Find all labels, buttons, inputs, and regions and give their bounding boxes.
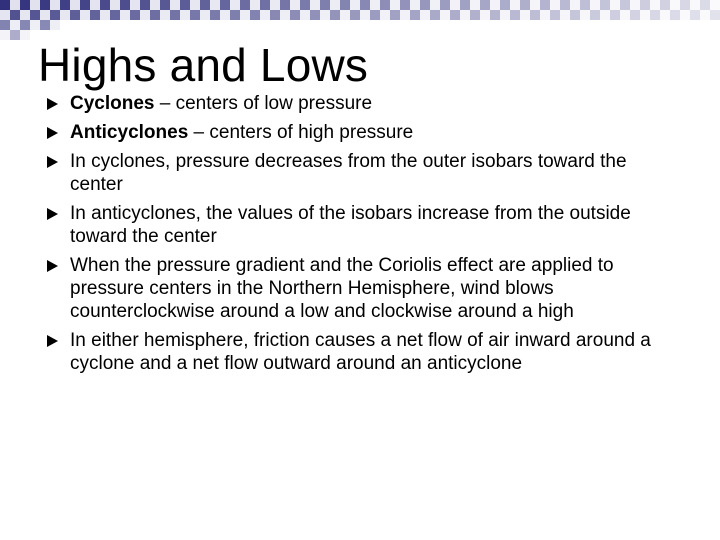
checker-square [490,0,500,10]
checker-square [350,10,360,20]
checker-square [80,10,90,20]
checker-square [450,10,460,20]
checker-square [230,0,240,10]
checker-square [250,0,260,10]
checker-square [10,20,20,30]
checker-square [40,0,50,10]
checker-square [180,10,190,20]
checker-square [600,10,610,20]
checker-square [610,0,620,10]
checker-square [480,10,490,20]
checker-square [400,10,410,20]
bullet-arrow-icon [47,127,58,139]
checker-square [30,20,40,30]
checker-square [640,0,650,10]
checker-square [470,10,480,20]
checker-square [70,0,80,10]
checker-square [630,0,640,10]
checker-square [470,0,480,10]
checker-square [670,0,680,10]
checker-square [110,0,120,10]
checker-square [570,0,580,10]
checker-square [380,10,390,20]
checker-square [120,10,130,20]
checker-square [0,10,10,20]
checker-square [50,20,60,30]
checker-square [240,10,250,20]
bullet-item [44,121,684,144]
checker-square [290,10,300,20]
checker-square [510,0,520,10]
checker-square [260,0,270,10]
checker-square [300,0,310,10]
checker-square [680,10,690,20]
checker-square [440,10,450,20]
bullet-arrow-icon [47,260,58,272]
checker-square [560,10,570,20]
checker-square [90,0,100,10]
checker-square [430,10,440,20]
checker-square [360,0,370,10]
checker-square [100,10,110,20]
checker-square [170,10,180,20]
checker-square [210,10,220,20]
checker-square [190,10,200,20]
checker-square [250,10,260,20]
bullet-term: Cyclones [70,93,155,114]
bullet-text: In either hemisphere, friction causes a net flow of air inward around a cyclone and a net flow outward around an anticyclone [70,330,651,374]
checker-square [500,0,510,10]
checker-square [220,10,230,20]
checker-square [710,0,720,10]
checker-square [660,0,670,10]
checker-square [330,10,340,20]
checker-square [610,10,620,20]
checker-square [430,0,440,10]
checker-square [600,0,610,10]
checker-square [210,0,220,10]
checker-square [690,10,700,20]
checker-square [270,0,280,10]
checker-square [130,10,140,20]
checker-square [0,0,10,10]
checker-square [590,10,600,20]
bullet-arrow-icon [47,156,58,168]
checker-square [130,0,140,10]
checker-square [50,10,60,20]
checker-square [550,10,560,20]
bullet-item [44,202,684,248]
checker-square [150,10,160,20]
checker-square [60,0,70,10]
checker-square [20,30,30,40]
checker-square [410,0,420,10]
checker-square [90,10,100,20]
checker-square [460,0,470,10]
checker-square [280,10,290,20]
checker-square [710,10,720,20]
checker-square [160,0,170,10]
bullet-text: In anticyclones, the values of the isobars increase from the outside toward the center [70,203,631,247]
checker-square [10,30,20,40]
checker-square [560,0,570,10]
bullet-text: In cyclones, pressure decreases from the outer isobars toward the center [70,151,627,195]
checker-square [340,10,350,20]
checker-square [20,10,30,20]
checker-square [200,10,210,20]
checker-square [450,0,460,10]
bullet-list [44,92,684,381]
checker-square [410,10,420,20]
checker-square [670,10,680,20]
checker-square [240,0,250,10]
checker-square [220,0,230,10]
checker-square [530,10,540,20]
checker-square [540,10,550,20]
checker-square [400,0,410,10]
checker-square [260,10,270,20]
checker-square [40,20,50,30]
bullet-item [44,150,684,196]
checker-square [160,10,170,20]
checker-square [700,10,710,20]
checker-square [140,0,150,10]
bullet-text: – centers of low pressure [154,93,373,114]
checker-square [110,10,120,20]
checker-square [270,10,280,20]
bullet-item [44,329,684,375]
checker-square [380,0,390,10]
checker-square [20,0,30,10]
checker-square [200,0,210,10]
checker-square [310,10,320,20]
checker-square [120,0,130,10]
checker-square [170,0,180,10]
checker-square [480,0,490,10]
checker-square [340,0,350,10]
bullet-text: When the pressure gradient and the Coriolis effect are applied to pressure centers in the Northern Hemisphere, wind blows counterclockwise around a low and clockwise around a high [70,255,614,322]
checker-square [620,0,630,10]
checker-square [680,0,690,10]
checker-square [390,0,400,10]
checker-square [140,10,150,20]
checker-square [520,0,530,10]
checker-square [180,0,190,10]
checker-square [650,0,660,10]
bullet-arrow-icon [47,208,58,220]
checker-square [660,10,670,20]
checker-square [530,0,540,10]
checker-square [650,10,660,20]
bullet-arrow-icon [47,98,58,110]
checker-square [0,20,10,30]
slide-title: Highs and Lows [38,39,369,91]
checker-square [80,0,90,10]
checker-square [370,0,380,10]
checker-square [630,10,640,20]
checker-square [290,0,300,10]
checker-square [150,0,160,10]
checker-square [10,0,20,10]
checker-square [30,0,40,10]
checker-square [640,10,650,20]
bullet-arrow-icon [47,335,58,347]
checker-square [20,20,30,30]
bullet-term: Anticyclones [70,122,189,143]
checker-square [490,10,500,20]
checker-square [440,0,450,10]
checker-square [580,0,590,10]
checker-square [60,10,70,20]
checker-square [0,30,10,40]
bullet-item [44,254,684,323]
checker-square [30,10,40,20]
checker-square [350,0,360,10]
checker-square [230,10,240,20]
checker-square [580,10,590,20]
decorative-checker-band [0,0,720,40]
checker-square [690,0,700,10]
checker-square [310,0,320,10]
checker-square [390,10,400,20]
checker-square [300,10,310,20]
checker-square [500,10,510,20]
bullet-item [44,92,684,115]
checker-square [330,0,340,10]
checker-square [360,10,370,20]
checker-square [590,0,600,10]
checker-square [280,0,290,10]
checker-square [520,10,530,20]
checker-square [40,10,50,20]
checker-square [620,10,630,20]
checker-square [10,10,20,20]
checker-square [460,10,470,20]
checker-square [50,0,60,10]
checker-square [540,0,550,10]
checker-square [320,0,330,10]
checker-square [70,10,80,20]
checker-square [570,10,580,20]
checker-square [320,10,330,20]
checker-square [370,10,380,20]
checker-square [550,0,560,10]
checker-square [100,0,110,10]
checker-square [700,0,710,10]
checker-square [190,0,200,10]
checker-square [510,10,520,20]
bullet-text: – centers of high pressure [188,122,414,143]
checker-square [420,10,430,20]
checker-square [420,0,430,10]
